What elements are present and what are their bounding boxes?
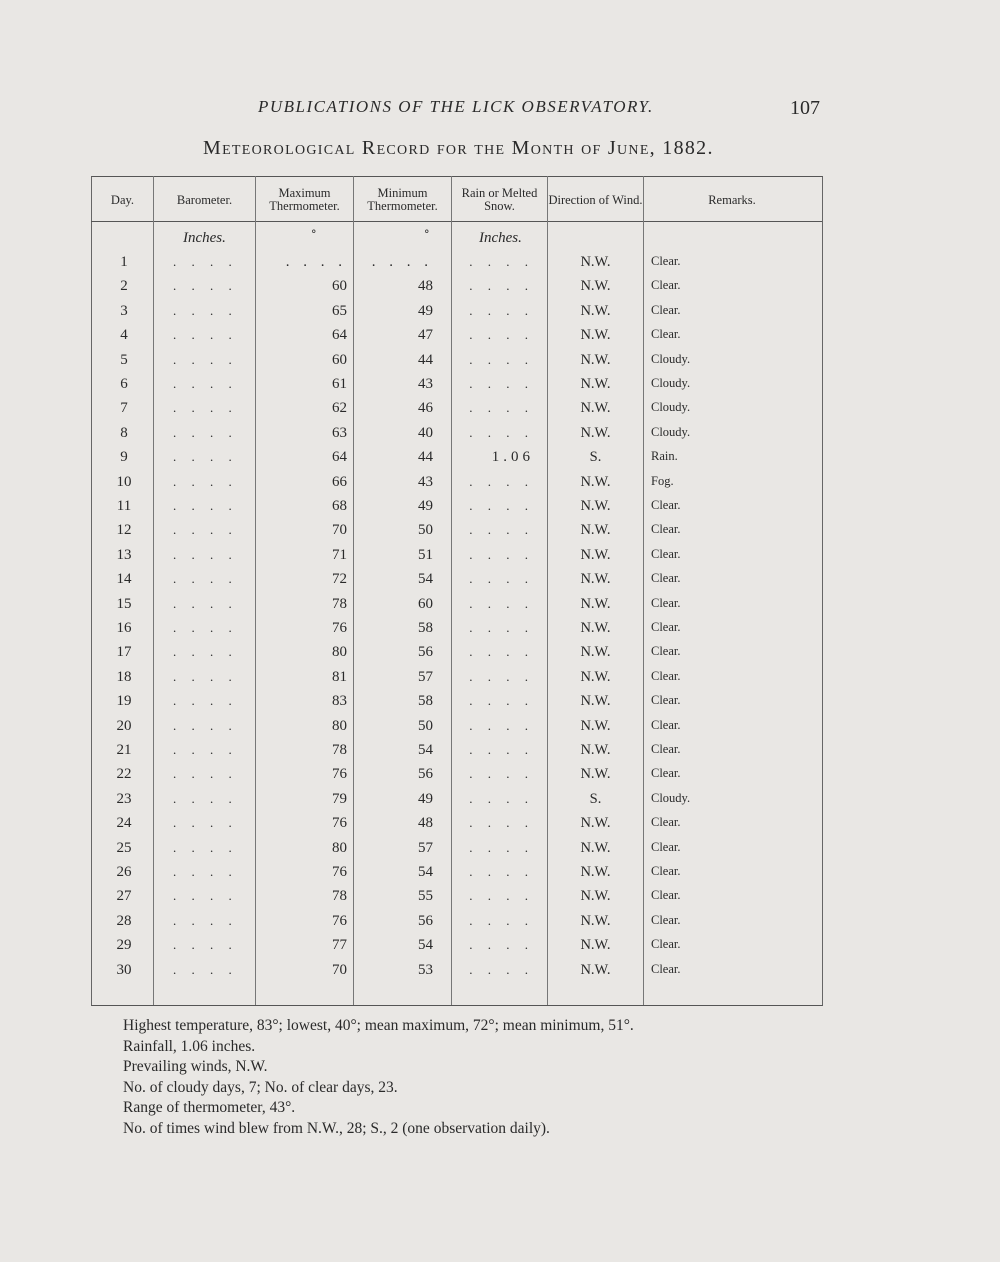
table-row xyxy=(0,864,1000,888)
cell-barometer: . . . . xyxy=(173,376,238,391)
unit-min-thermometer: ° xyxy=(424,228,430,241)
cell-max-temp: 60 xyxy=(332,278,347,295)
cell-rain: . . . . xyxy=(469,351,534,367)
cell-max-temp: 68 xyxy=(332,498,347,514)
cell-min-temp: 57 xyxy=(418,839,433,856)
cell-wind: N.W. xyxy=(580,254,611,270)
cell-barometer: . . . . xyxy=(173,498,238,513)
table-row xyxy=(0,474,1000,498)
cell-remarks: Clear. xyxy=(651,571,681,586)
cell-barometer: . . . . xyxy=(173,327,238,343)
cell-min-temp: 53 xyxy=(418,961,433,978)
table-row xyxy=(0,327,1000,351)
table-row xyxy=(0,669,1000,693)
cell-max-temp: . . . . xyxy=(285,254,347,270)
cell-max-temp: 79 xyxy=(332,790,347,807)
cell-min-temp: 49 xyxy=(418,302,433,319)
table-row xyxy=(0,596,1000,620)
cell-max-temp: 60 xyxy=(332,351,347,368)
cell-day: 12 xyxy=(116,522,132,539)
cell-barometer: . . . . xyxy=(173,595,238,611)
cell-remarks: Cloudy. xyxy=(651,400,691,415)
cell-barometer: . . . . xyxy=(173,424,238,440)
cell-barometer: . . . . xyxy=(173,912,238,928)
cell-wind: N.W. xyxy=(580,424,611,441)
cell-wind: N.W. xyxy=(580,522,611,539)
cell-wind: N.W. xyxy=(580,327,611,344)
cell-wind: S. xyxy=(589,449,602,466)
cell-wind: N.W. xyxy=(580,302,611,319)
cell-max-temp: 63 xyxy=(332,424,347,441)
cell-barometer: . . . . xyxy=(173,815,238,831)
cell-barometer: . . . . xyxy=(173,254,238,269)
header-day: Day. xyxy=(110,192,135,207)
cell-rain: . . . . xyxy=(469,864,534,879)
cell-remarks: Clear. xyxy=(651,644,681,659)
cell-remarks: Clear. xyxy=(651,278,681,293)
unit-rain: Inches. xyxy=(479,230,522,246)
cell-rain: . . . . xyxy=(469,693,534,709)
cell-min-temp: 56 xyxy=(418,766,433,783)
running-head: PUBLICATIONS OF THE LICK OBSERVATORY. xyxy=(258,97,654,116)
cell-max-temp: 80 xyxy=(332,644,347,661)
cell-min-temp: 57 xyxy=(418,668,433,685)
cell-rain: . . . . xyxy=(469,522,534,538)
cell-wind: N.W. xyxy=(580,571,611,588)
cell-remarks: Clear. xyxy=(651,693,681,708)
cell-rain: . . . . xyxy=(469,912,534,928)
cell-max-temp: 76 xyxy=(332,815,347,832)
cell-wind: S. xyxy=(589,790,602,807)
cell-max-temp: 83 xyxy=(332,693,347,710)
cell-min-temp: 54 xyxy=(418,937,433,954)
cell-max-temp: 61 xyxy=(332,376,347,392)
cell-wind: N.W. xyxy=(580,668,611,685)
cell-remarks: Clear. xyxy=(651,864,681,878)
table-row xyxy=(0,254,1000,278)
cell-barometer: . . . . xyxy=(173,668,238,684)
summary-line: Rainfall, 1.06 inches. xyxy=(123,1037,256,1055)
cell-remarks: Clear. xyxy=(651,742,681,756)
cell-min-temp: 54 xyxy=(418,742,433,758)
cell-rain: . . . . xyxy=(469,620,534,635)
cell-day: 24 xyxy=(116,815,132,832)
table-row xyxy=(0,498,1000,522)
cell-wind: N.W. xyxy=(580,620,611,636)
cell-rain: . . . . xyxy=(469,742,534,757)
cell-remarks: Clear. xyxy=(651,620,681,634)
cell-rain: . . . . xyxy=(469,790,534,806)
cell-rain: . . . . xyxy=(469,571,534,587)
table-row xyxy=(0,693,1000,717)
table-row xyxy=(0,400,1000,424)
cell-day: 28 xyxy=(116,912,132,929)
cell-day: 30 xyxy=(116,961,132,978)
cell-max-temp: 70 xyxy=(332,522,347,539)
table-row xyxy=(0,620,1000,644)
cell-min-temp: 58 xyxy=(418,620,433,636)
cell-day: 19 xyxy=(116,693,132,710)
table-row xyxy=(0,571,1000,595)
cell-min-temp: 47 xyxy=(418,327,433,344)
cell-barometer: . . . . xyxy=(173,620,238,635)
cell-remarks: Cloudy. xyxy=(651,376,691,390)
table-row xyxy=(0,425,1000,449)
cell-day: 4 xyxy=(120,327,128,344)
cell-min-temp: 58 xyxy=(418,693,433,710)
cell-remarks: Clear. xyxy=(651,912,681,927)
cell-min-temp: . . . . xyxy=(371,254,433,270)
cell-wind: N.W. xyxy=(580,839,611,856)
cell-wind: N.W. xyxy=(580,888,611,905)
cell-rain: . . . . xyxy=(469,717,534,733)
cell-wind: N.W. xyxy=(580,766,611,783)
table-row xyxy=(0,278,1000,302)
cell-min-temp: 43 xyxy=(418,473,433,490)
cell-day: 18 xyxy=(116,668,132,685)
summary-notes xyxy=(123,1016,743,1139)
table-row xyxy=(0,888,1000,912)
cell-day: 3 xyxy=(120,302,128,319)
cell-max-temp: 76 xyxy=(332,912,347,929)
table-row xyxy=(0,742,1000,766)
cell-rain: . . . . xyxy=(469,668,534,684)
header-remarks: Remarks. xyxy=(708,192,756,207)
cell-barometer: . . . . xyxy=(173,644,238,660)
header-barometer: Barometer. xyxy=(176,192,233,207)
cell-rain: . . . . xyxy=(469,595,534,611)
cell-rain: . . . . xyxy=(469,473,534,489)
cell-remarks: Clear. xyxy=(651,888,681,903)
header-rain: Rain or Melted Snow. xyxy=(461,186,538,213)
cell-barometer: . . . . xyxy=(173,522,238,538)
cell-max-temp: 65 xyxy=(332,302,347,319)
cell-day: 8 xyxy=(120,424,128,441)
summary-line: No. of times wind blew from N.W., 28; S., 2 (one observation daily). xyxy=(123,1119,550,1137)
cell-day: 7 xyxy=(120,400,128,417)
cell-max-temp: 80 xyxy=(332,717,347,734)
table-row xyxy=(0,352,1000,376)
cell-min-temp: 50 xyxy=(418,522,433,539)
cell-rain: . . . . xyxy=(469,644,534,660)
cell-rain: . . . . xyxy=(469,766,534,782)
cell-wind: N.W. xyxy=(580,717,611,734)
cell-min-temp: 51 xyxy=(418,546,433,563)
cell-wind: N.W. xyxy=(580,912,611,929)
table-row xyxy=(0,303,1000,327)
cell-remarks: Rain. xyxy=(651,449,678,464)
cell-day: 6 xyxy=(120,376,128,392)
cell-day: 16 xyxy=(116,620,132,636)
cell-barometer: . . . . xyxy=(173,717,238,733)
cell-day: 9 xyxy=(120,449,128,466)
cell-day: 1 xyxy=(120,254,128,270)
cell-barometer: . . . . xyxy=(173,400,238,416)
cell-min-temp: 46 xyxy=(418,400,433,417)
cell-wind: N.W. xyxy=(580,400,611,417)
cell-wind: N.W. xyxy=(580,278,611,295)
cell-rain: 1.06 xyxy=(491,449,534,466)
table-row xyxy=(0,962,1000,986)
cell-day: 20 xyxy=(116,717,132,734)
cell-day: 26 xyxy=(116,864,132,880)
cell-remarks: Clear. xyxy=(651,522,681,537)
cell-max-temp: 81 xyxy=(332,668,347,685)
cell-rain: . . . . xyxy=(469,424,534,440)
table-row xyxy=(0,376,1000,400)
unit-barometer: Inches. xyxy=(183,230,226,246)
cell-remarks: Clear. xyxy=(651,546,681,561)
cell-remarks: Cloudy. xyxy=(651,424,691,439)
table-row xyxy=(0,937,1000,961)
cell-rain: . . . . xyxy=(469,546,534,562)
cell-day: 29 xyxy=(116,937,132,954)
cell-wind: N.W. xyxy=(580,961,611,978)
cell-min-temp: 48 xyxy=(418,815,433,832)
cell-wind: N.W. xyxy=(580,864,611,880)
cell-barometer: . . . . xyxy=(173,790,238,806)
cell-rain: . . . . xyxy=(469,376,534,391)
cell-day: 17 xyxy=(116,644,132,661)
cell-max-temp: 76 xyxy=(332,766,347,783)
cell-max-temp: 76 xyxy=(332,620,347,636)
cell-rain: . . . . xyxy=(469,839,534,855)
cell-day: 23 xyxy=(116,790,132,807)
cell-max-temp: 64 xyxy=(332,327,347,344)
cell-remarks: Clear. xyxy=(651,302,681,317)
cell-max-temp: 77 xyxy=(332,937,347,954)
cell-barometer: . . . . xyxy=(173,473,238,489)
cell-min-temp: 56 xyxy=(418,644,433,661)
cell-rain: . . . . xyxy=(469,498,534,513)
cell-day: 21 xyxy=(116,742,132,758)
cell-remarks: Cloudy. xyxy=(651,790,691,805)
cell-day: 27 xyxy=(116,888,132,905)
cell-barometer: . . . . xyxy=(173,693,238,709)
cell-remarks: Clear. xyxy=(651,498,681,512)
cell-max-temp: 72 xyxy=(332,571,347,588)
cell-max-temp: 78 xyxy=(332,742,347,758)
table-row xyxy=(0,449,1000,473)
table-title: Meteorological Record for the Month of June, 1882. xyxy=(203,137,714,159)
table-row xyxy=(0,547,1000,571)
summary-line: Prevailing winds, N.W. xyxy=(123,1058,268,1075)
cell-min-temp: 56 xyxy=(418,912,433,929)
table-row xyxy=(0,522,1000,546)
cell-day: 13 xyxy=(116,546,132,563)
cell-barometer: . . . . xyxy=(173,571,238,587)
cell-wind: N.W. xyxy=(580,595,611,612)
cell-barometer: . . . . xyxy=(173,742,238,757)
cell-max-temp: 64 xyxy=(332,449,347,466)
table-row xyxy=(0,791,1000,815)
unit-max-thermometer: ° xyxy=(311,228,317,241)
cell-min-temp: 40 xyxy=(418,424,433,441)
cell-max-temp: 80 xyxy=(332,839,347,856)
cell-remarks: Clear. xyxy=(651,254,681,268)
cell-day: 22 xyxy=(116,766,132,783)
cell-min-temp: 49 xyxy=(418,498,433,514)
cell-rain: . . . . xyxy=(469,961,534,977)
table-row xyxy=(0,766,1000,790)
cell-max-temp: 71 xyxy=(332,546,347,563)
cell-day: 10 xyxy=(116,473,132,490)
header-max-thermometer: Maximum Thermometer. xyxy=(269,186,340,213)
summary-line: Highest temperature, 83°; lowest, 40°; mean maximum, 72°; mean minimum, 51°. xyxy=(123,1017,634,1034)
cell-rain: . . . . xyxy=(469,302,534,318)
cell-barometer: . . . . xyxy=(173,278,238,294)
cell-min-temp: 43 xyxy=(418,376,433,392)
header-min-thermometer: Minimum Thermometer. xyxy=(367,186,438,213)
cell-barometer: . . . . xyxy=(173,302,238,318)
cell-max-temp: 76 xyxy=(332,864,347,880)
cell-remarks: Clear. xyxy=(651,717,681,732)
cell-wind: N.W. xyxy=(580,473,611,490)
cell-wind: N.W. xyxy=(580,498,611,514)
cell-remarks: Clear. xyxy=(651,327,681,342)
cell-barometer: . . . . xyxy=(173,839,238,855)
cell-wind: N.W. xyxy=(580,644,611,661)
cell-wind: N.W. xyxy=(580,742,611,758)
cell-wind: N.W. xyxy=(580,937,611,954)
cell-remarks: Clear. xyxy=(651,766,681,781)
cell-wind: N.W. xyxy=(580,376,611,392)
cell-rain: . . . . xyxy=(469,254,534,269)
cell-max-temp: 62 xyxy=(332,400,347,417)
cell-min-temp: 50 xyxy=(418,717,433,734)
cell-max-temp: 66 xyxy=(332,473,347,490)
cell-day: 15 xyxy=(116,595,132,612)
cell-min-temp: 49 xyxy=(418,790,433,807)
cell-remarks: Cloudy. xyxy=(651,351,691,366)
cell-barometer: . . . . xyxy=(173,351,238,367)
cell-wind: N.W. xyxy=(580,693,611,710)
cell-day: 11 xyxy=(116,498,132,514)
cell-rain: . . . . xyxy=(469,815,534,831)
cell-rain: . . . . xyxy=(469,278,534,294)
cell-barometer: . . . . xyxy=(173,961,238,977)
cell-barometer: . . . . xyxy=(173,864,238,879)
cell-min-temp: 54 xyxy=(418,571,433,588)
cell-max-temp: 78 xyxy=(332,595,347,612)
cell-remarks: Clear. xyxy=(651,595,681,610)
cell-remarks: Clear. xyxy=(651,937,681,952)
cell-day: 14 xyxy=(116,571,132,588)
cell-remarks: Fog. xyxy=(651,473,674,488)
cell-day: 2 xyxy=(120,278,128,295)
cell-min-temp: 44 xyxy=(418,351,433,368)
cell-remarks: Clear. xyxy=(651,839,681,854)
cell-barometer: . . . . xyxy=(173,937,238,953)
table-row xyxy=(0,840,1000,864)
cell-rain: . . . . xyxy=(469,937,534,953)
cell-wind: N.W. xyxy=(580,815,611,832)
cell-rain: . . . . xyxy=(469,888,534,904)
cell-day: 5 xyxy=(120,351,128,368)
page-number: 107 xyxy=(790,97,820,119)
table-row xyxy=(0,913,1000,937)
cell-barometer: . . . . xyxy=(173,449,238,465)
cell-min-temp: 48 xyxy=(418,278,433,295)
cell-day: 25 xyxy=(116,839,132,856)
cell-min-temp: 54 xyxy=(418,864,433,880)
cell-wind: N.W. xyxy=(580,351,611,368)
cell-barometer: . . . . xyxy=(173,888,238,904)
cell-rain: . . . . xyxy=(469,400,534,416)
cell-min-temp: 60 xyxy=(418,595,433,612)
cell-min-temp: 44 xyxy=(418,449,433,466)
cell-max-temp: 78 xyxy=(332,888,347,905)
cell-min-temp: 55 xyxy=(418,888,433,905)
cell-max-temp: 70 xyxy=(332,961,347,978)
cell-barometer: . . . . xyxy=(173,546,238,562)
cell-remarks: Clear. xyxy=(651,668,681,683)
summary-line: Range of thermometer, 43°. xyxy=(123,1099,296,1116)
cell-remarks: Clear. xyxy=(651,961,681,976)
cell-remarks: Clear. xyxy=(651,815,681,830)
header-wind: Direction of Wind. xyxy=(548,192,643,207)
cell-rain: . . . . xyxy=(469,327,534,343)
cell-barometer: . . . . xyxy=(173,766,238,782)
cell-wind: N.W. xyxy=(580,546,611,563)
header-rule xyxy=(91,221,822,222)
summary-line: No. of cloudy days, 7; No. of clear days, 23. xyxy=(123,1078,398,1096)
table-row xyxy=(0,815,1000,839)
table-row xyxy=(0,644,1000,668)
table-row xyxy=(0,718,1000,742)
